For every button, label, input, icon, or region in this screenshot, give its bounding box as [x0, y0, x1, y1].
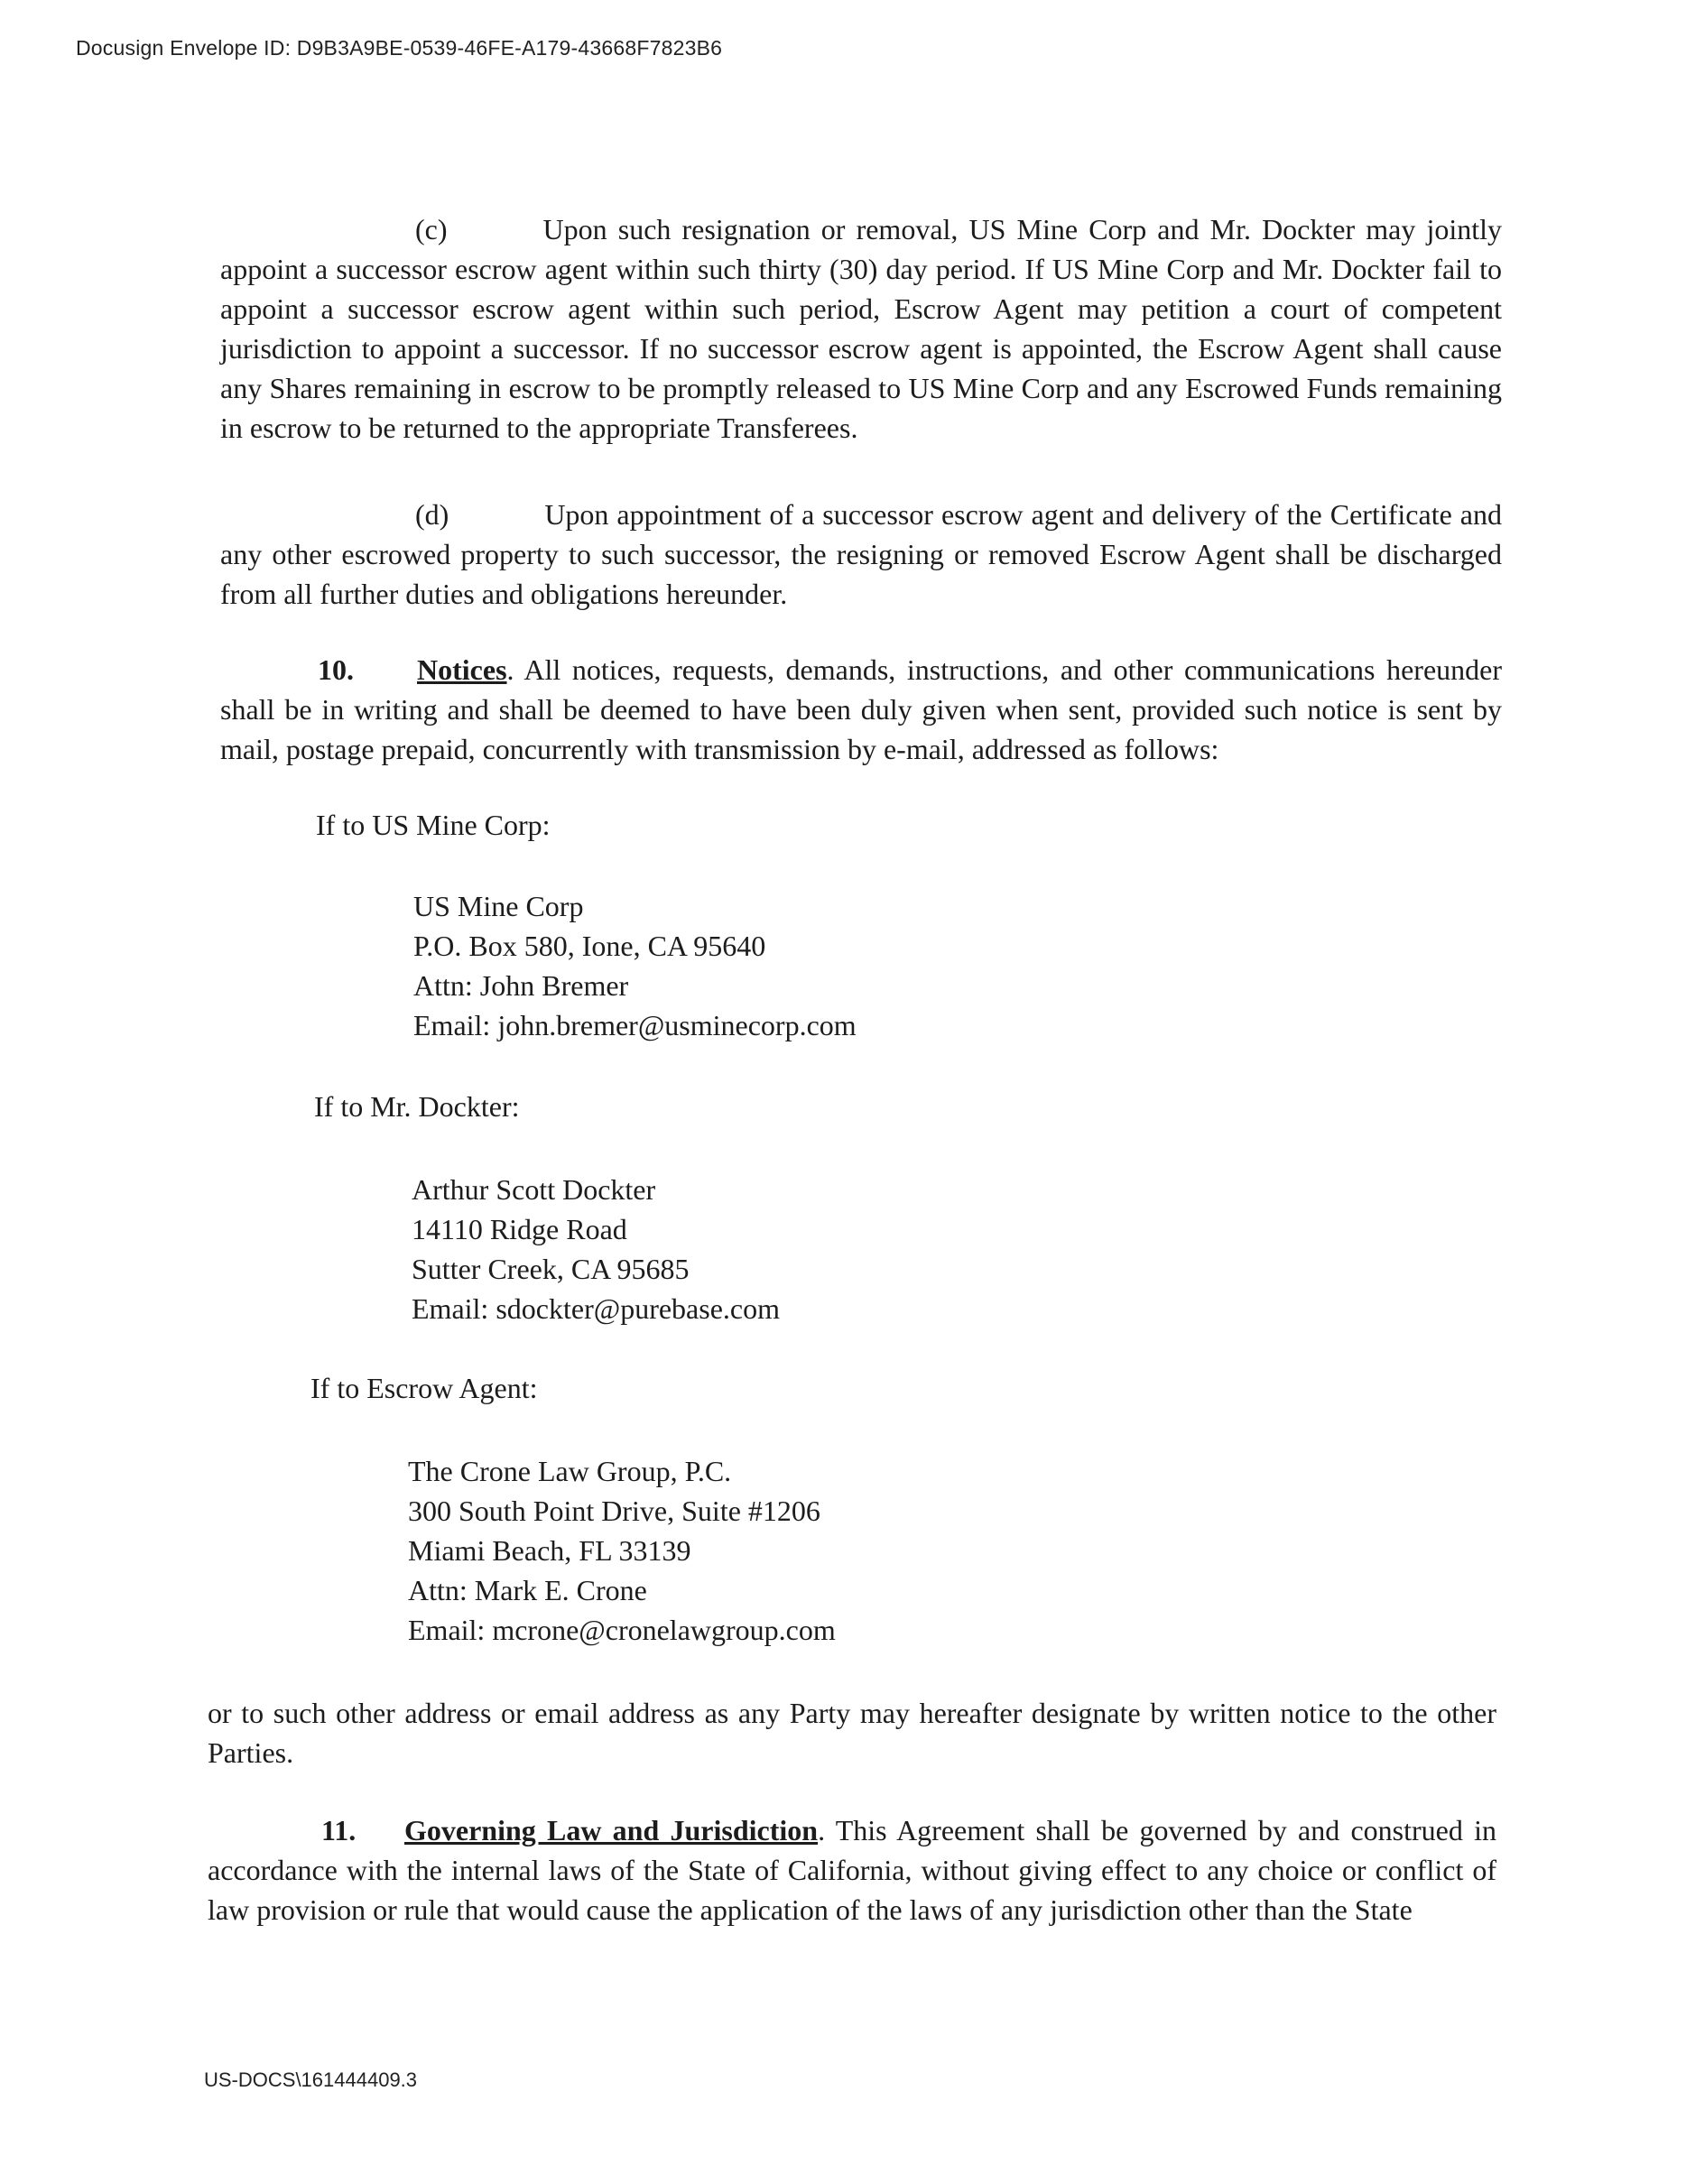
section-11-heading: Governing Law and Jurisdiction	[404, 1814, 819, 1846]
recipient-label-escrow-agent: If to Escrow Agent:	[310, 1372, 538, 1404]
address-line: Attn: Mark E. Crone	[408, 1574, 647, 1606]
section-10-number: 10.	[318, 653, 354, 686]
recipient-label-mr-dockter: If to Mr. Dockter:	[314, 1090, 520, 1123]
address-escrow-agent	[408, 1451, 836, 1650]
envelope-id: Docusign Envelope ID: D9B3A9BE-0539-46FE-A179-43668F7823B6	[76, 36, 723, 60]
address-line: Sutter Creek, CA 95685	[412, 1253, 690, 1285]
address-mr-dockter	[412, 1170, 780, 1328]
address-us-mine-corp	[413, 886, 857, 1045]
closing-paragraph: or to such other address or email address as any Party may hereafter designate by written notice to the other Parties.	[208, 1697, 1496, 1769]
clause-d-text: Upon appointment of a successor escrow agent and delivery of the Certificate and any other escrowed property to such successor, the resigning or removed Escrow Agent shall be discharged from all further duties and obligations hereunder.	[220, 498, 1502, 610]
document-reference: US-DOCS\161444409.3	[204, 2068, 418, 2091]
address-line: 14110 Ridge Road	[412, 1213, 627, 1245]
section-10-text: . All notices, requests, demands, instructions, and other communications hereunder shall be in writing and shall be deemed to have been duly given when sent, provided such notice is sent by mail, postage prepaid, concurrently with transmission by e-mail, addressed as follows:	[220, 653, 1502, 765]
address-line: Attn: John Bremer	[413, 969, 629, 1002]
clause-c-label: (c)	[415, 213, 448, 245]
clause-c	[220, 209, 1502, 448]
address-line: Miami Beach, FL 33139	[408, 1534, 691, 1567]
address-line: The Crone Law Group, P.C.	[408, 1455, 732, 1487]
clause-d-label: (d)	[415, 498, 449, 531]
recipient-label-us-mine-corp: If to US Mine Corp:	[316, 809, 551, 841]
address-line: Arthur Scott Dockter	[412, 1173, 656, 1206]
clause-d	[220, 495, 1502, 614]
section-11	[208, 1810, 1496, 1930]
section-11-text: . This Agreement shall be governed by and construed in accordance with the internal laws of the State of California, without giving effect to any choice or conflict of law provision or rule that would cause the application of the laws of any jurisdiction other than the State	[208, 1814, 1496, 1926]
email-line: Email: mcrone@cronelawgroup.com	[408, 1614, 836, 1646]
section-11-number: 11.	[321, 1814, 357, 1846]
email-line: Email: john.bremer@usminecorp.com	[413, 1009, 857, 1041]
address-line: 300 South Point Drive, Suite #1206	[408, 1495, 820, 1527]
clause-c-text: Upon such resignation or removal, US Mine Corp and Mr. Dockter may jointly appoint a successor escrow agent within such thirty (30) day period. If US Mine Corp and Mr. Dockter fail to appoint a successor escrow agent within such period, Escrow Agent may petition a court of competent jurisdiction to appoint a successor. If no successor escrow agent is appointed, the Escrow Agent shall cause any Shares remaining in escrow to be promptly released to US Mine Corp and any Escrowed Funds remaining in escrow to be returned to the appropriate Transferees.	[220, 213, 1502, 444]
section-10	[220, 650, 1502, 769]
address-line: US Mine Corp	[413, 890, 584, 922]
address-line: P.O. Box 580, Ione, CA 95640	[413, 930, 766, 962]
email-line: Email: sdockter@purebase.com	[412, 1292, 780, 1325]
section-10-heading: Notices	[417, 653, 507, 686]
